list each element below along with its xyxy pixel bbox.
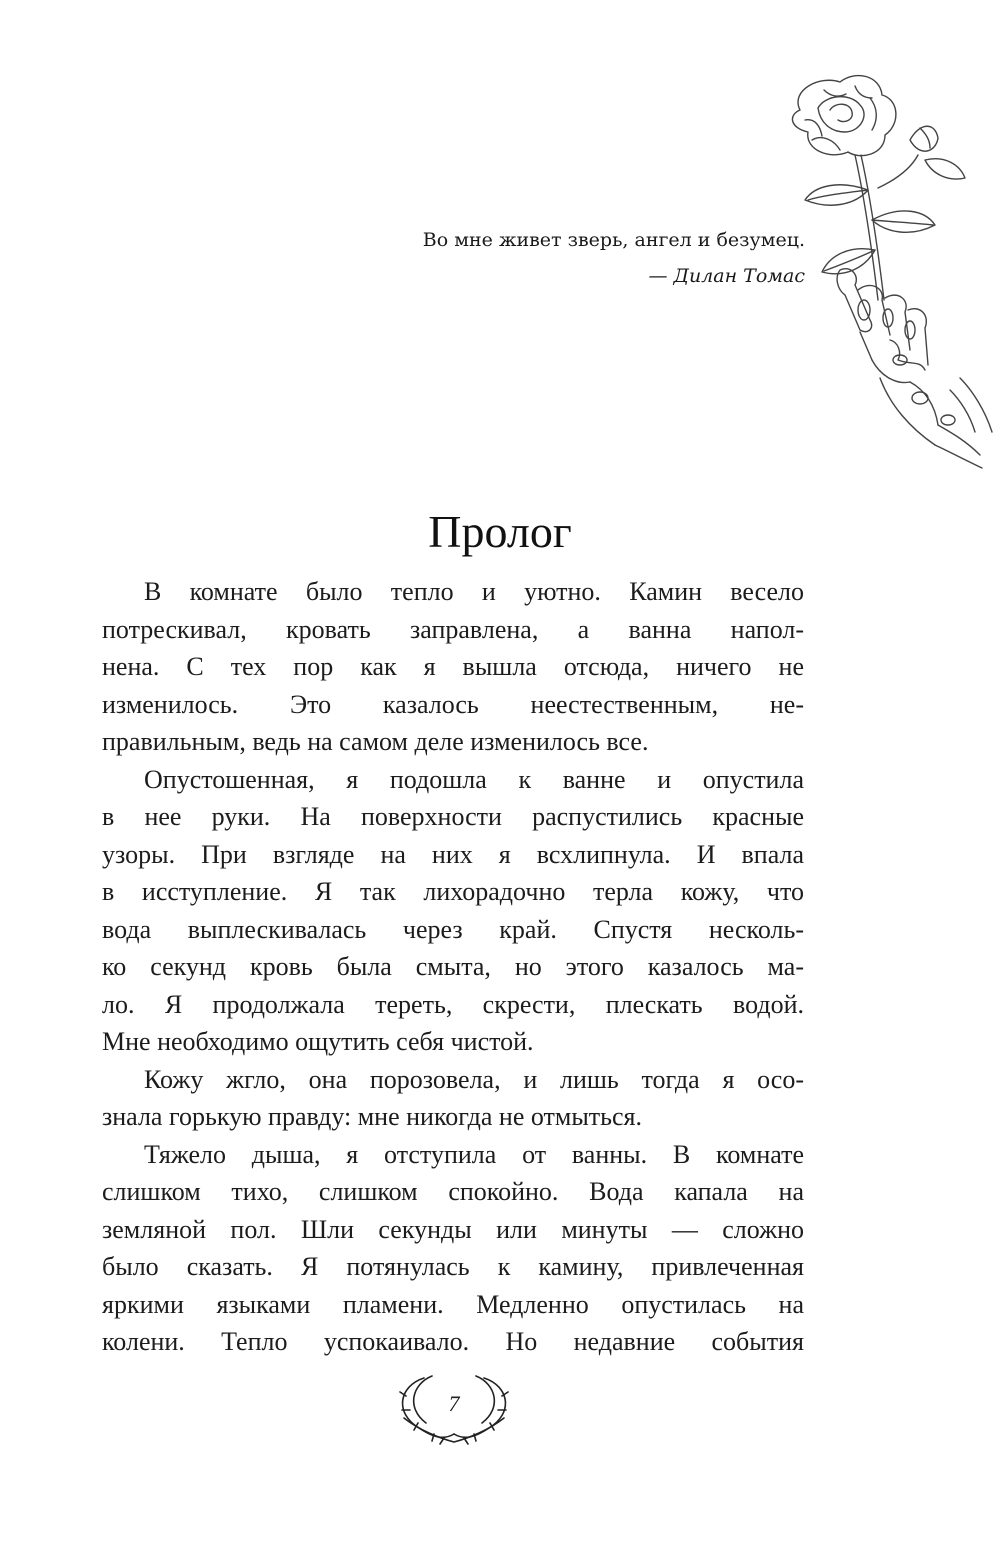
text-line: было сказать. Я потянулась к камину, привлеченная bbox=[102, 1252, 804, 1281]
text-line: слишком тихо, слишком спокойно. Вода капала на bbox=[102, 1177, 804, 1206]
text-line: знала горькую правду: мне никогда не отмыться. bbox=[102, 1102, 643, 1131]
text-line: изменилось. Это казалось неестественным, не- bbox=[102, 689, 804, 719]
text-line: вода выплескивалась через край. Спустя несколь- bbox=[102, 914, 804, 944]
text-line: ло. Я продолжала тереть, скрести, плескать водой. bbox=[102, 989, 804, 1019]
epigraph-quote: Во мне живет зверь, ангел и безумец. bbox=[422, 229, 805, 251]
epigraph-author: — Дилан Томас bbox=[648, 265, 805, 287]
text-line: в исступление. Я так лихорадочно терла кожу, что bbox=[102, 877, 804, 906]
text-line: Кожу жгло, она порозовела, и лишь тогда я осо- bbox=[144, 1064, 804, 1094]
text-line: земляной пол. Шли секунды или минуты — сложно bbox=[102, 1214, 804, 1244]
text-line: Мне необходимо ощутить себя чистой. bbox=[102, 1027, 534, 1056]
text-line: Тяжело дыша, я отступила от ванны. В комнате bbox=[144, 1139, 804, 1169]
page-number: 7 bbox=[448, 1391, 460, 1416]
text-line: яркими языками пламени. Медленно опустилась на bbox=[102, 1289, 804, 1319]
text-line: потрескивал, кровать заправлена, а ванна напол- bbox=[102, 614, 804, 644]
chapter-title: Пролог bbox=[428, 506, 572, 557]
text-line: ко секунд кровь была смыта, но этого казалось ма- bbox=[102, 952, 804, 981]
text-line: узоры. При взгляде на них я всхлипнула. И впала bbox=[102, 839, 804, 869]
page-number-ornament bbox=[384, 1368, 524, 1448]
text-line: нена. С тех пор как я вышла отсюда, ничего не bbox=[102, 652, 804, 681]
text-line: в нее руки. На поверхности распустились красные bbox=[102, 802, 804, 831]
body-text bbox=[102, 573, 804, 1361]
text-line: В комнате было тепло и уютно. Камин весело bbox=[144, 577, 804, 606]
epigraph bbox=[423, 222, 805, 294]
text-line: правильным, ведь на самом деле изменилось все. bbox=[102, 727, 649, 756]
text-line: Опустошенная, я подошла к ванне и опустила bbox=[144, 764, 804, 794]
text-line: колени. Тепло успокаивало. Но недавние события bbox=[102, 1327, 804, 1356]
